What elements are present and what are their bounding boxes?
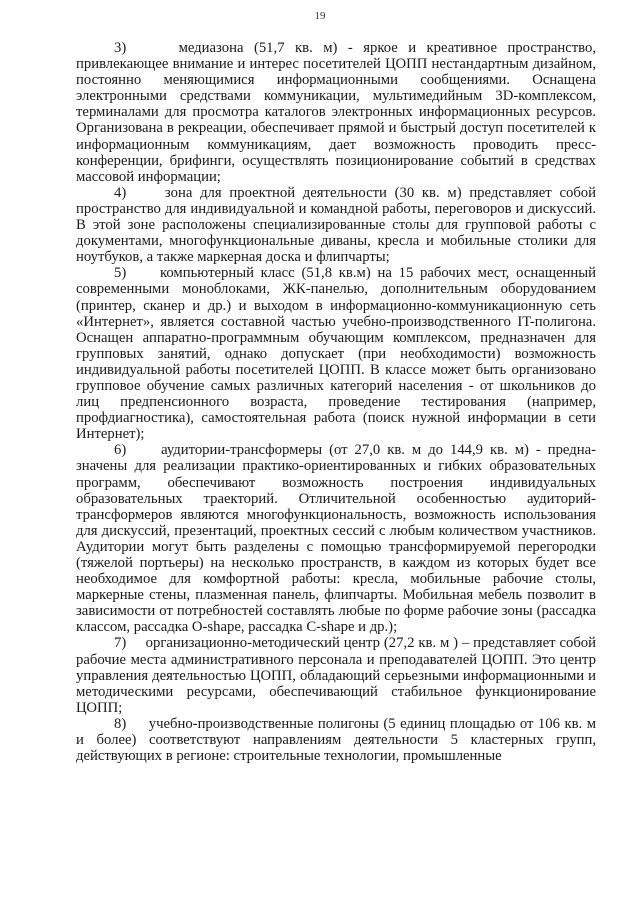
- list-item-3-media-zone: 3) медиазона (51,7 кв. м) - яркое и креативное пространство, привлекающее внимание и интерес посетителей ЦОПП нестандартным дизайном, постоянно меняющимися информационными сообщениями. Оснащена электронными средствами коммуникации, мультимедийным 3D-комплексом, терминалами для просмотра каталогов электронных информационных ресурсов. Организована в рекреации, обеспечивает прямой и быстрый доступ посетителей к информационным коммуникациям, дает возможность проводить пресс-конференции, брифинги, осуществлять позиционирование событий в средствах массовой информации;: [76, 40, 596, 185]
- list-item-5-computer-class: 5) компьютерный класс (51,8 кв.м) на 15 рабочих мест, оснащенный современными моноблоками, ЖК-панелью, дополнительным оборудованием (принтер, сканер и др.) и выходом в информационно-коммуникационную сеть «Интернет», является составной частью учебно-производственного IT-полигона. Оснащен аппаратно-программным обучающим комплексом, предназначен для групповых занятий, однако допускает (при необходимости) возможность индивидуальной работы посетителей ЦОПП. В классе может быть организовано групповое обучение самых различных категорий населения - от школьников до лиц предпенсионного возраста, проведение тестирования (например, профдиагностика), самостоятельная работа (поиск нужной информации в сети Интернет);: [76, 265, 596, 443]
- page-number: 19: [314, 10, 326, 22]
- page-body: [76, 40, 596, 764]
- list-item-8-production-polygons: 8) учебно-производственные полигоны (5 единиц площадью от 106 кв. м и более) соответствуют направлениям деятельности 5 кластерных групп, действующих в регионе: строительные технологии, промышленные: [76, 715, 596, 765]
- list-item-6-transformer-rooms: 6) аудитории-трансформеры (от 27,0 кв. м до 144,9 кв. м) - предна-значены для реализации практико-ориентированных и гибких образовательных программ, обеспечивают возможность построения индивидуальных образовательных траекторий. Отличительной особенностью аудиторий-трансформеров являются многофункциональность, возможность использования для дискуссий, презентаций, проектных сессий с любым количеством участников. Аудитории могут быть разделены с помощью трансформируемой перегородки (тяжелой портьеры) на несколько пространств, в каждом из которых будет все необходимое для комфортной работы: кресла, мобильные рабочие столы, маркерные стены, плазменная панель, флипчарты. Мобильная мебель позволит в зависимости от потребностей составлять любые по форме рабочие зоны (рассадка классом, рассадка O-shape, рассадка C-shape и др.);: [76, 442, 596, 636]
- list-item-7-methodical-center: 7) организационно-методический центр (27,2 кв. м ) – представляет собой рабочие места административного персонала и преподавателей ЦОПП. Это центр управления деятельностью ЦОПП, обладающий серьезными информационными и методическими ресурсами, обеспечивающий стабильное функционирование ЦОПП;: [76, 635, 596, 716]
- list-item-4-project-zone: 4) зона для проектной деятельности (30 кв. м) представляет собой пространство для индивидуальной и командной работы, переговоров и дискуссий. В этой зоне расположены специализированные столы для групповой работы с документами, многофункциональные диваны, кресла и мобильные столики для ноутбуков, а также маркерная доска и флипчарты;: [76, 184, 596, 266]
